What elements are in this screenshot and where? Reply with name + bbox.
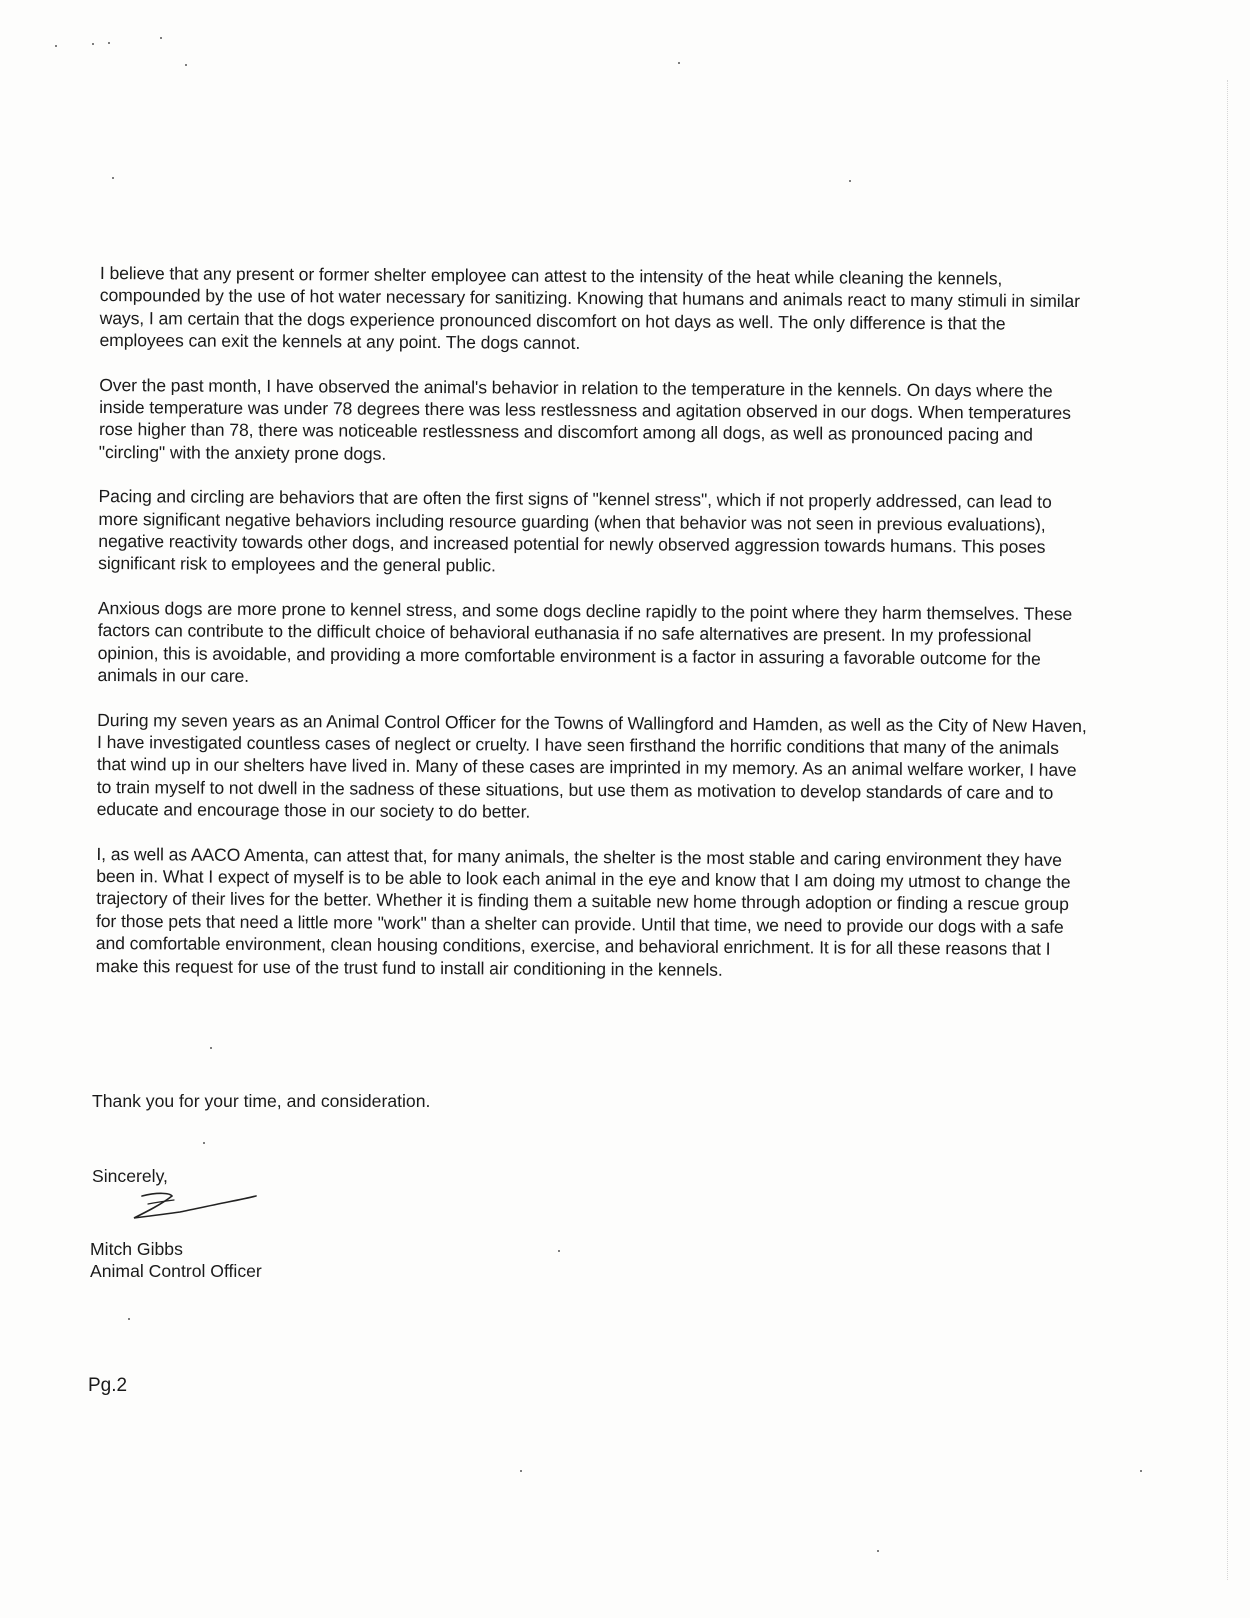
scan-speck — [108, 42, 110, 44]
scan-speck — [520, 1470, 522, 1472]
scan-speck — [203, 1142, 205, 1144]
letter-paragraph: During my seven years as an Animal Control Officer for the Towns of Wallingford and Hamden, as well as the City of New Haven, I have investigated countless cases of neglect or cruelty. I have seen firsthand the horrific conditions that many of the animals that wind up in our shelters have lived in. Many of these cases are imprinted in my memory. As an animal welfare worker, I have to train myself to not dwell in the sadness of these situations, but use them as motivation to develop standards of care and to educate and encourage those in our society to do better. — [96, 709, 1087, 822]
scan-edge — [1227, 80, 1228, 1580]
signer-block — [90, 1238, 262, 1282]
letter-body — [95, 262, 1089, 1005]
letter-paragraph: I believe that any present or former shelter employee can attest to the intensity of the heat while cleaning the kennels, compounded by the use of hot water necessary for sanitizing. Knowing that humans and animals react to many stimuli in similar ways, I am certain that the dogs experience pronounced discomfort on hot days as well. The only difference is that the employees can exit the kennels at any point. The dogs cannot. — [99, 262, 1080, 354]
scan-speck — [160, 37, 162, 39]
scan-speck — [55, 45, 57, 47]
scan-speck — [210, 1047, 212, 1049]
scan-speck — [849, 180, 851, 182]
letter-paragraph: I, as well as AACO Amenta, can attest that, for many animals, the shelter is the most stable and caring environment they have been in. What I expect of myself is to be able to look each animal in the eye and know that I am doing my utmost to change the trajectory of their lives for the better. Whether it is finding them a suitable new home through adoption or finding a rescue group for those pets that need a little more "work" than a shelter can provide. Until that time, we need to provide our dogs with a safe and comfortable environment, clean housing conditions, exercise, and behavioral enrichment. It is for all these reasons that I make this request for use of the trust fund to install air conditioning in the kennels. — [95, 843, 1071, 980]
signer-title: Animal Control Officer — [90, 1261, 262, 1281]
page-number: Pg.2 — [88, 1375, 128, 1396]
scan-speck — [112, 177, 114, 179]
letter-paragraph: Over the past month, I have observed the animal's behavior in relation to the temperature in the kennels. On days where the inside temperature was under 78 degrees there was less restlessness and agitation observed in our dogs. When temperatures rose higher than 78, there was noticeable restlessness and discomfort among all dogs, as well as pronounced pacing and "circling" with the anxiety prone dogs. — [98, 374, 1071, 464]
scan-speck — [877, 1550, 879, 1552]
scan-speck — [1140, 1470, 1142, 1472]
scan-speck — [128, 1318, 130, 1320]
scan-speck — [92, 43, 94, 45]
closing-line: Thank you for your time, and consideration. — [92, 1091, 431, 1111]
letter-paragraph: Anxious dogs are more prone to kennel stress, and some dogs decline rapidly to the point where they harm themselves. These factors can contribute to the difficult choice of behavioral euthanasia if no safe alternatives are present. In my professional opinion, this is avoidable, and providing a more comfortable environment is a factor in assuring a favorable outcome for the animals in our care. — [97, 597, 1073, 687]
signer-name: Mitch Gibbs — [90, 1239, 183, 1259]
scan-speck — [558, 1250, 560, 1252]
scan-speck — [185, 64, 187, 66]
scan-speck — [678, 62, 680, 64]
letter-paragraph: Pacing and circling are behaviors that are often the first signs of "kennel stress", which if not properly addressed, can lead to more significant negative behaviors including resource guarding (when that behavior was not seen in previous evaluations), negative reactivity towards other dogs, and increased potential for newly observed aggression towards humans. This poses significant risk to employees and the general public. — [98, 486, 1052, 576]
handwritten-signature — [128, 1188, 258, 1222]
signoff: Sincerely, — [92, 1166, 168, 1186]
